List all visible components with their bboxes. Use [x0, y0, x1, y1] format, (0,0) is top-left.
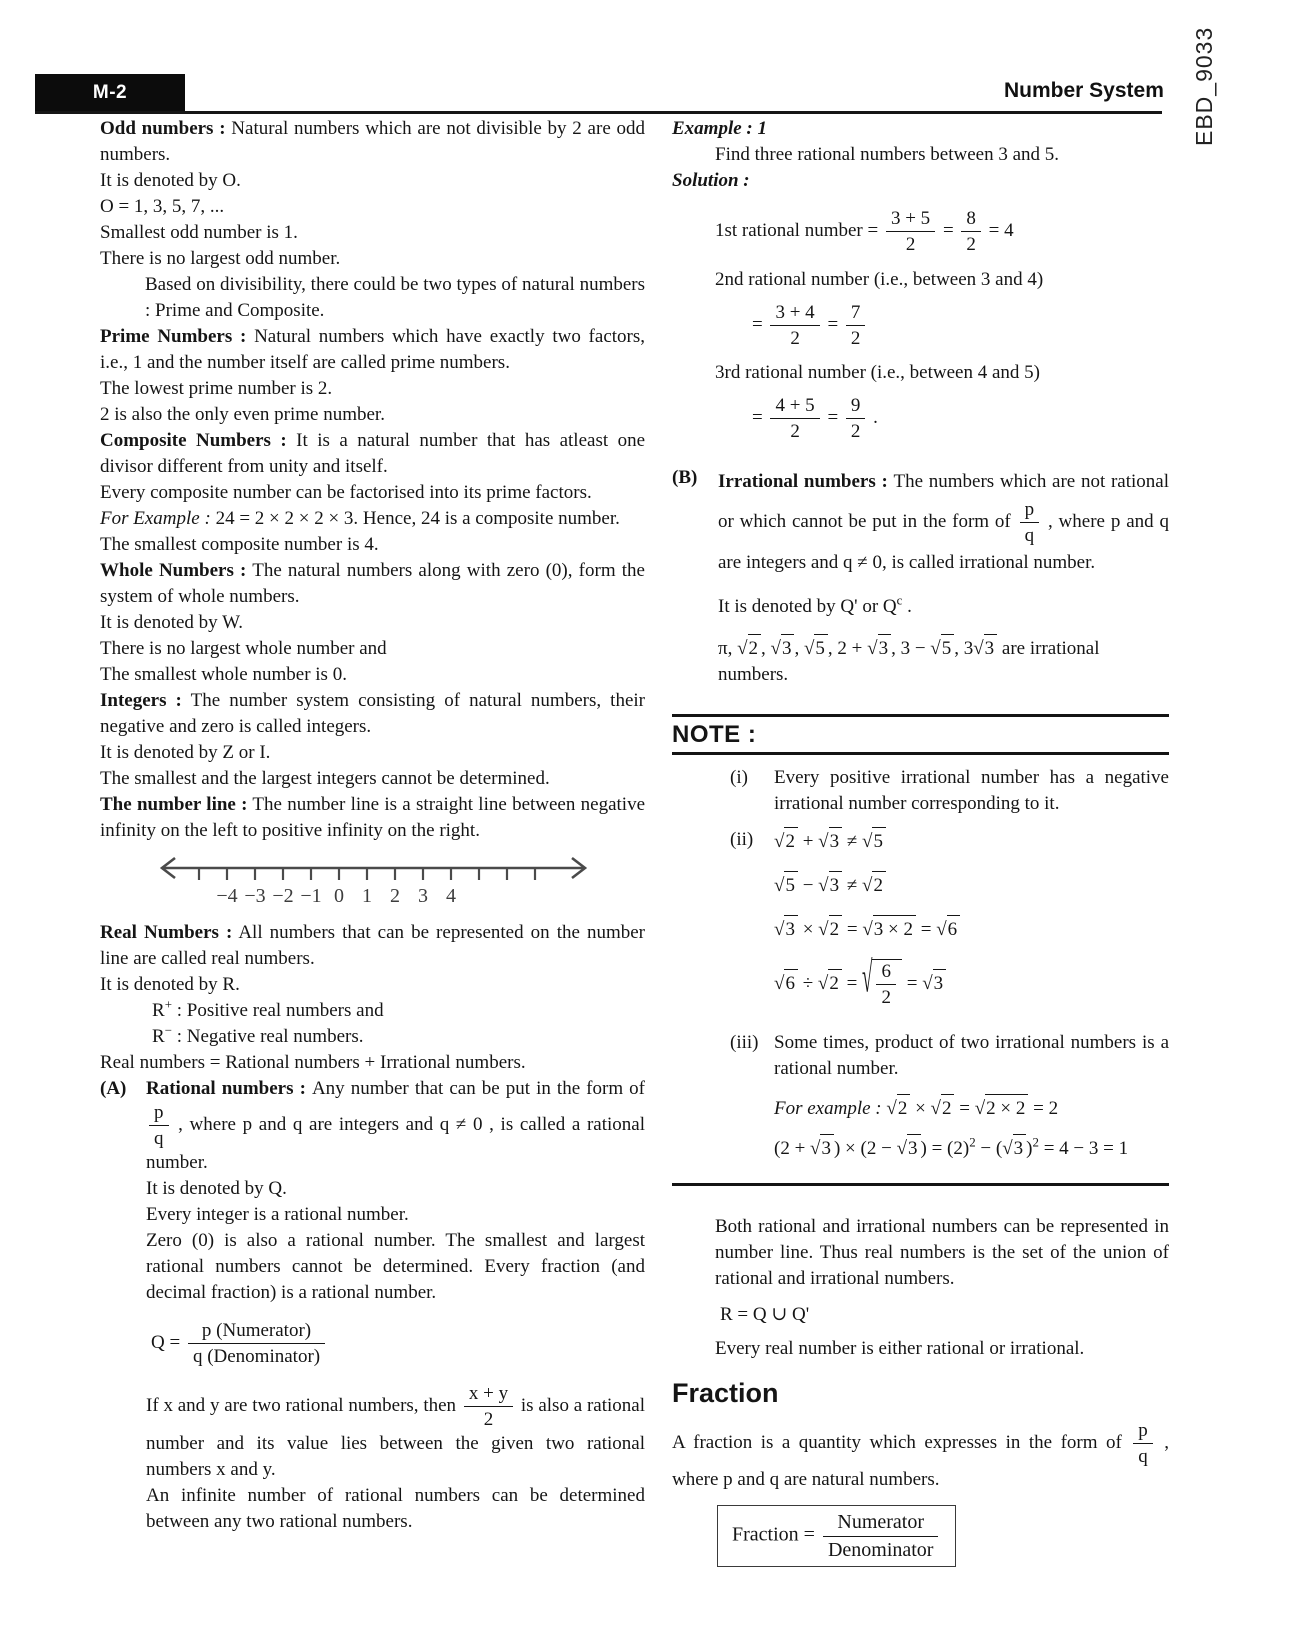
note-item-iii — [730, 1030, 1169, 1173]
note-iii-eq-2: (2 + √3 ) × (2 − √3 ) = $(2)^2 - (√3$ )$^2$ = 4 − 3 = 1 — [774, 1134, 1169, 1162]
whole-line-2: The smallest whole number is 0. — [100, 664, 347, 685]
tick-labels — [216, 885, 456, 907]
note-ii-marker: (ii) — [730, 829, 754, 851]
odd-line-0: It is denoted by O. — [100, 170, 241, 191]
tick-label: −1 — [300, 885, 322, 907]
note-iii-eq-1: For example : √2 × √2 = √2 × 2 = 2 — [774, 1094, 1169, 1122]
chapter-title: Number System — [1004, 79, 1164, 102]
note-iii-body — [774, 1030, 1169, 1173]
edition-code: EBD_9033 — [1191, 26, 1217, 146]
solution-line-2: 2nd rational number (i.e., between 3 and 4) — [715, 268, 1044, 290]
r-plus-symbol: R — [152, 1000, 165, 1021]
for-example-text: 24 = 2 × 2 × 2 × 3. Hence, 24 is a composite number. — [215, 508, 620, 529]
header-rule — [35, 111, 1162, 114]
note-rule-bottom — [672, 752, 1169, 755]
integers-line-1: The smallest and the largest integers cannot be determined. — [100, 768, 550, 789]
note-item-ii — [730, 827, 1169, 1020]
solution-eq-1: 1st rational number = $\frac{3 + 5}{2}$ = $\frac{8}{2}$ = 4 — [715, 208, 1014, 256]
item-a-marker: (A) — [100, 1078, 127, 1099]
composite-example — [100, 506, 645, 532]
composite-numbers-label: Composite Numbers : — [100, 430, 287, 451]
irrational-numbers-item — [672, 465, 1169, 689]
fraction-intro-para: A fraction is a quantity which expresses in the form of $\frac{p}{q}$ , where p and q are natural numbers. — [672, 1419, 1169, 1491]
q-definition-equation: Q = $\frac{\text{p (Numerator)}}{\text{q (Denominator)}}$ — [151, 1320, 645, 1368]
real-numbers-label: Real Numbers : — [100, 922, 233, 943]
example-question: Find three rational numbers between 3 and 5. — [715, 144, 1060, 165]
number-line-label: The number line : — [100, 794, 248, 815]
r-plus-line — [100, 998, 645, 1024]
note-iii-marker: (iii) — [730, 1031, 759, 1053]
fraction-formula-box: Fraction = $\frac{\text{Numerator}}{\text{Denominator}}$ — [717, 1505, 956, 1567]
number-line-def — [100, 792, 645, 844]
for-example-label: For Example : — [100, 508, 211, 529]
divisibility-note: Based on divisibility, there could be two types of natural numbers : Prime and Composite. — [145, 274, 645, 321]
integers-def — [100, 688, 645, 740]
tick-label: 4 — [446, 885, 456, 907]
rational-line-1: Every integer is a rational number. — [146, 1203, 409, 1225]
odd-numbers-label: Odd numbers : — [100, 118, 226, 139]
infinite-rationals-para: An infinite number of rational numbers can be determined between any two rational numbers. — [146, 1484, 645, 1532]
note-i-marker: (i) — [730, 767, 748, 789]
tick-label: −3 — [244, 885, 266, 907]
odd-line-3: There is no largest odd number. — [100, 248, 341, 269]
column-right — [672, 116, 1169, 1567]
r-minus-sup: − — [164, 1022, 172, 1038]
r-union-equation: R = Q ∪ Q' — [720, 1303, 810, 1325]
rational-numbers-body — [146, 1076, 645, 1535]
prime-numbers-text: Natural numbers which have exactly two factors, i.e., 1 and the number itself are called prime numbers. — [100, 326, 645, 373]
note-i-text: Every positive irrational number has a negative irrational number corresponding to it. — [774, 767, 1169, 815]
irrational-numbers-body — [718, 465, 1169, 689]
number-line-text: The number line is a straight line between negative infinity on the left to positive infinity on the right. — [100, 794, 646, 841]
r-minus-text: : Negative real numbers. — [176, 1026, 364, 1047]
solution-label: Solution : — [672, 170, 750, 191]
note-ii-eq-2: √5 − √3 ≠ √2 — [774, 871, 1169, 899]
solution-eq-2: = $\frac{3 + 4}{2}$ = $\frac{7}{2}$ — [752, 302, 1169, 350]
both-representable-para: Both rational and irrational numbers can be represented in number line. Thus real numbers is the set of the union of rational and irrational numbers. — [715, 1215, 1169, 1289]
rational-numbers-def: Rational numbers : Any number that can be put in the form of $\frac{p}{q}$ , where p and q are integers and q ≠ 0 , is called a rational number. — [146, 1078, 645, 1173]
zero-rational-para: Zero (0) is also a rational number. The smallest and largest rational numbers cannot be determined. Every fraction (and decimal fraction) is a rational number. — [146, 1229, 645, 1303]
composite-numbers-text: It is a natural number that has atleast one divisor different from unity and itself. — [100, 430, 646, 477]
r-plus-sup: + — [164, 996, 172, 1012]
irrational-numbers-def: Irrational numbers : The numbers which are not rational or which cannot be put in the form of $\frac{p}{q}$ , where p and q are integers and q ≠ 0, is called irrational number. — [718, 470, 1169, 574]
real-denoted-line: It is denoted by R. — [100, 974, 240, 995]
composite-line-2: The smallest composite number is 4. — [100, 534, 379, 555]
example-label: Example : 1 — [672, 118, 767, 139]
item-b-marker: (B) — [672, 466, 698, 488]
irrational-examples-line: π, √2 , √3 , √5 , 2 + √3 , 3 − √5 , 3√3 are irrational numbers. — [718, 634, 1169, 688]
prime-line-0: The lowest prime number is 2. — [100, 378, 333, 399]
odd-line-2: Smallest odd number is 1. — [100, 222, 298, 243]
prime-line-1: 2 is also the only even prime number. — [100, 404, 385, 425]
real-equation-line: Real numbers = Rational numbers + Irrational numbers. — [100, 1052, 526, 1073]
note-heading: NOTE : — [672, 721, 757, 749]
whole-line-1: There is no largest whole number and — [100, 638, 387, 659]
page-number-badge: M-2 — [35, 74, 185, 111]
whole-line-0: It is denoted by W. — [100, 612, 244, 633]
r-minus-line — [100, 1024, 645, 1050]
whole-numbers-label: Whole Numbers : — [100, 560, 247, 581]
note-rule-end — [672, 1183, 1169, 1186]
solution-eq-3: = $\frac{4 + 5}{2}$ = $\frac{9}{2}$ . — [752, 395, 878, 443]
r-plus-text: : Positive real numbers and — [176, 1000, 384, 1021]
tick-marks — [199, 868, 535, 880]
tick-label: −2 — [272, 885, 294, 907]
whole-numbers-def — [100, 558, 645, 610]
tick-label: 0 — [334, 885, 344, 907]
real-numbers-def — [100, 920, 645, 972]
odd-line-1: O = 1, 3, 5, 7, ... — [100, 196, 225, 217]
real-numbers-text: All numbers that can be represented on the number line are called real numbers. — [100, 922, 646, 969]
tick-label: 3 — [418, 885, 428, 907]
r-minus-symbol: R — [152, 1026, 165, 1047]
tick-label: 1 — [362, 885, 372, 907]
xy-average-para: If x and y are two rational numbers, then $\frac{x + y}{2}$ is also a rational number and its value lies between the given two rational numbers x and y. — [146, 1383, 645, 1480]
odd-numbers-def — [100, 116, 645, 168]
composite-line-1: Every composite number can be factorised into its prime factors. — [100, 482, 592, 503]
tick-label: −4 — [216, 885, 238, 907]
note-ii-eq-3: √3 × √2 = √3 × 2 = √6 — [774, 915, 1169, 943]
number-line-figure — [155, 852, 645, 918]
tick-label: 2 — [390, 885, 400, 907]
integers-line-0: It is denoted by Z or I. — [100, 742, 271, 763]
note-ii-eq-1: √2 + √3 ≠ √5 — [774, 827, 1169, 855]
integers-label: Integers : — [100, 690, 182, 711]
fraction-heading: Fraction — [672, 1377, 779, 1408]
integers-text: The number system consisting of natural numbers, their negative and zero is called integers. — [100, 690, 645, 737]
rational-line-0: It is denoted by Q. — [146, 1177, 287, 1199]
note-iii-text: Some times, product of two irrational numbers is a rational number. — [774, 1031, 1169, 1079]
note-item-i — [730, 765, 1169, 817]
composite-numbers-def — [100, 428, 645, 480]
whole-numbers-text: The natural numbers along with zero (0), form the system of whole numbers. — [100, 560, 645, 607]
irrational-denoted-line: It is denoted by Q' or $Q^c$ . — [718, 592, 912, 618]
note-ii-body — [774, 827, 1169, 1020]
every-real-line: Every real number is either rational or irrational. — [715, 1337, 1085, 1359]
solution-line-3: 3rd rational number (i.e., between 4 and 5) — [715, 362, 1040, 384]
odd-numbers-text: Natural numbers which are not divisible by 2 are odd numbers. — [100, 118, 646, 165]
prime-numbers-label: Prime Numbers : — [100, 326, 247, 347]
rational-numbers-item — [100, 1076, 645, 1535]
note-ii-eq-4: √6 ÷ √2 = √ $\frac{6}{2}$ = √3 — [774, 959, 1169, 1009]
column-left — [100, 116, 645, 1535]
prime-numbers-def — [100, 324, 645, 376]
